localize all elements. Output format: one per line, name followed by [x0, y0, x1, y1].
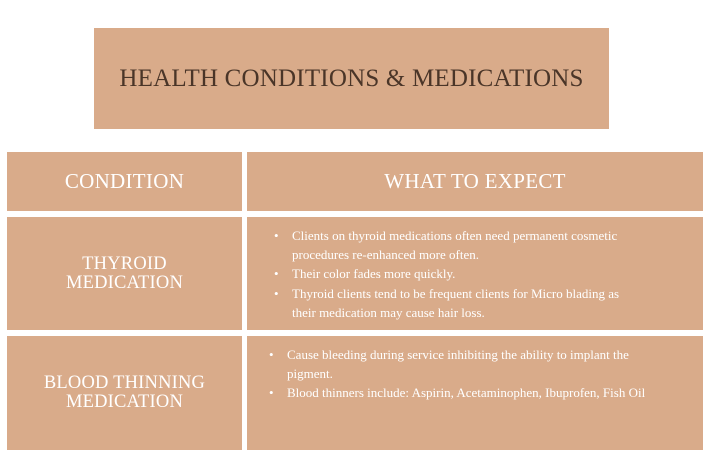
page-title: HEALTH CONDITIONS & MEDICATIONS — [119, 64, 584, 92]
condition-line: MEDICATION — [65, 392, 184, 412]
condition-label-thyroid — [66, 255, 183, 293]
bullet-list-thyroid — [274, 226, 643, 322]
header-condition-label: CONDITION — [64, 169, 185, 193]
list-item: • Blood thinners include: Aspirin, Acetaminophen, Ibuprofen, Fish Oil — [269, 383, 668, 402]
list-item: • Cause bleeding during service inhibiting the ability to implant the pigment. — [269, 345, 668, 383]
list-item: • Clients on thyroid medications often need permanent cosmetic procedures re-enhanced more often. — [274, 226, 643, 264]
header-condition-cell — [7, 152, 242, 211]
condition-cell-thyroid — [7, 217, 242, 330]
list-item: • Their color fades more quickly. — [274, 264, 643, 283]
title-banner — [94, 28, 609, 129]
expect-cell-thyroid — [247, 217, 703, 330]
bullet-list-blood-thinning — [269, 345, 668, 403]
condition-line: BLOOD THINNING — [43, 373, 206, 393]
condition-line: MEDICATION — [65, 272, 184, 293]
list-item: • Thyroid clients tend to be frequent clients for Micro blading as their medication may cause hair loss. — [274, 284, 643, 322]
expect-cell-blood-thinning — [247, 336, 703, 450]
header-expect-cell — [247, 152, 703, 211]
condition-label-blood-thinning — [44, 374, 205, 412]
condition-line: THYROID — [82, 253, 167, 274]
condition-cell-blood-thinning — [7, 336, 242, 450]
header-expect-label: WHAT TO EXPECT — [384, 169, 566, 193]
